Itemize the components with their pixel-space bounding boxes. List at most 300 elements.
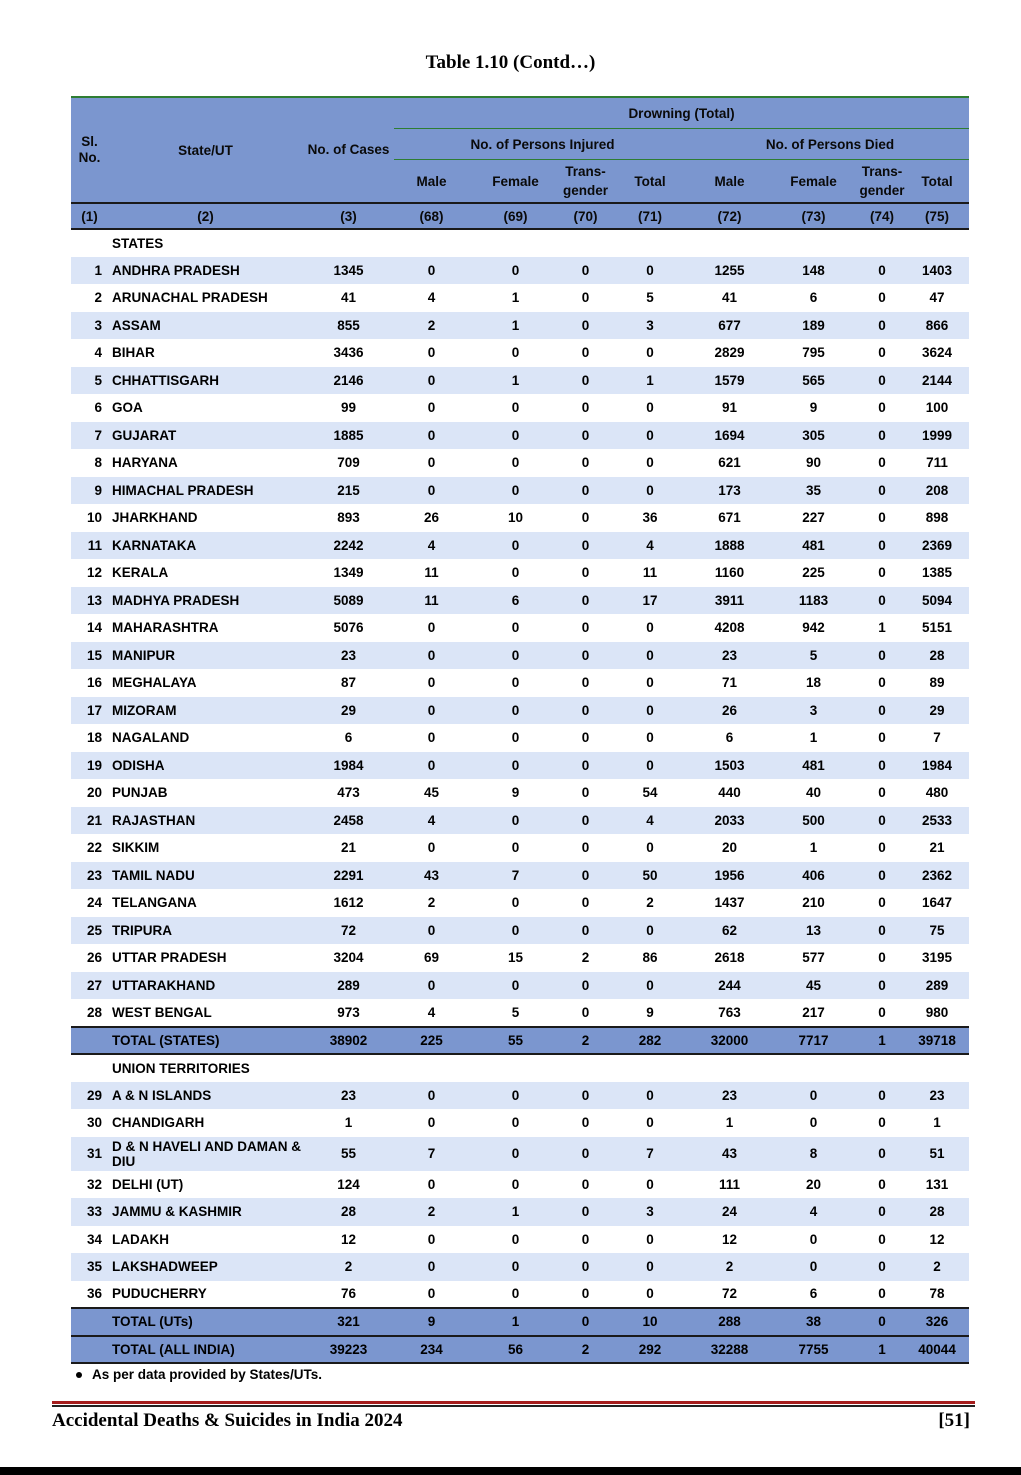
value-cell: 41 <box>303 284 394 312</box>
value-cell: 0 <box>859 394 905 422</box>
value-cell: 5094 <box>905 587 969 615</box>
grand-total-value: 234 <box>394 1336 469 1364</box>
value-cell: 0 <box>859 1137 905 1171</box>
value-cell: 0 <box>469 972 562 1000</box>
column-number: (1) <box>71 203 108 229</box>
header-died: No. of Persons Died <box>691 129 969 160</box>
value-cell: 0 <box>859 367 905 395</box>
value-cell: 7 <box>469 862 562 890</box>
value-cell: 0 <box>562 284 609 312</box>
sl-no-cell: 31 <box>71 1137 108 1171</box>
footnote <box>76 1367 322 1382</box>
value-cell: 0 <box>562 312 609 340</box>
value-cell: 1183 <box>768 587 859 615</box>
value-cell: 1160 <box>691 559 768 587</box>
value-cell: 0 <box>394 422 469 450</box>
grand-total-label: TOTAL (ALL INDIA) <box>108 1336 303 1364</box>
value-cell: 2242 <box>303 532 394 560</box>
state-name-cell: A & N ISLANDS <box>108 1082 303 1110</box>
value-cell: 225 <box>768 559 859 587</box>
table-row <box>71 917 969 945</box>
sl-no-cell: 32 <box>71 1171 108 1199</box>
value-cell: 0 <box>469 1253 562 1281</box>
grand-total-value: 56 <box>469 1336 562 1364</box>
value-cell: 2 <box>609 889 691 917</box>
value-cell: 215 <box>303 477 394 505</box>
total-value: 55 <box>469 1027 562 1055</box>
state-name-cell: MAHARASHTRA <box>108 614 303 642</box>
value-cell: 26 <box>394 504 469 532</box>
total-spacer <box>71 1027 108 1055</box>
value-cell: 473 <box>303 779 394 807</box>
value-cell: 500 <box>768 807 859 835</box>
value-cell: 29 <box>905 697 969 725</box>
table-row <box>71 1281 969 1309</box>
value-cell: 0 <box>469 1171 562 1199</box>
value-cell: 2 <box>905 1253 969 1281</box>
value-cell: 99 <box>303 394 394 422</box>
value-cell: 1 <box>469 312 562 340</box>
value-cell: 1956 <box>691 862 768 890</box>
header-sl: Sl. No. <box>71 97 108 203</box>
state-name-cell: D & N HAVELI AND DAMAN & DIU <box>108 1137 303 1171</box>
value-cell: 2 <box>303 1253 394 1281</box>
value-cell: 0 <box>469 339 562 367</box>
value-cell: 0 <box>859 449 905 477</box>
value-cell: 208 <box>905 477 969 505</box>
value-cell: 0 <box>859 339 905 367</box>
column-number: (73) <box>768 203 859 229</box>
table-title: Table 1.10 (Contd…) <box>425 52 596 73</box>
column-number: (3) <box>303 203 394 229</box>
header-group: Drowning (Total) <box>394 97 969 129</box>
value-cell: 5076 <box>303 614 394 642</box>
table-row <box>71 999 969 1027</box>
table-row <box>71 1171 969 1199</box>
sl-no-cell: 17 <box>71 697 108 725</box>
value-cell: 1 <box>469 284 562 312</box>
sl-no-cell: 33 <box>71 1198 108 1226</box>
value-cell: 0 <box>394 614 469 642</box>
value-cell: 0 <box>562 422 609 450</box>
value-cell: 0 <box>562 972 609 1000</box>
value-cell: 0 <box>394 257 469 285</box>
value-cell: 54 <box>609 779 691 807</box>
sl-no-cell: 12 <box>71 559 108 587</box>
value-cell: 0 <box>394 1226 469 1254</box>
sl-no-cell: 2 <box>71 284 108 312</box>
sl-no-cell: 22 <box>71 834 108 862</box>
value-cell: 0 <box>469 1281 562 1309</box>
value-cell: 0 <box>562 1082 609 1110</box>
sl-no-cell: 20 <box>71 779 108 807</box>
value-cell: 0 <box>609 614 691 642</box>
value-cell: 0 <box>562 559 609 587</box>
sl-no-cell: 14 <box>71 614 108 642</box>
value-cell: 2144 <box>905 367 969 395</box>
table-row <box>71 862 969 890</box>
value-cell: 21 <box>905 834 969 862</box>
value-cell: 45 <box>394 779 469 807</box>
value-cell: 6 <box>303 724 394 752</box>
value-cell: 1 <box>905 1109 969 1137</box>
value-cell: 0 <box>469 642 562 670</box>
value-cell: 0 <box>394 477 469 505</box>
total-value: 225 <box>394 1027 469 1055</box>
value-cell: 980 <box>905 999 969 1027</box>
value-cell: 11 <box>394 587 469 615</box>
value-cell: 1888 <box>691 532 768 560</box>
total-spacer <box>71 1308 108 1336</box>
value-cell: 0 <box>394 834 469 862</box>
value-cell: 0 <box>394 1109 469 1137</box>
table-row <box>71 1226 969 1254</box>
value-cell: 0 <box>768 1226 859 1254</box>
value-cell: 0 <box>394 1253 469 1281</box>
value-cell: 23 <box>303 642 394 670</box>
value-cell: 0 <box>469 477 562 505</box>
sl-no-cell: 29 <box>71 1082 108 1110</box>
value-cell: 0 <box>394 367 469 395</box>
value-cell: 20 <box>691 834 768 862</box>
value-cell: 0 <box>394 752 469 780</box>
value-cell: 289 <box>303 972 394 1000</box>
header-died-female: Female <box>768 160 859 204</box>
column-number: (71) <box>609 203 691 229</box>
value-cell: 0 <box>859 917 905 945</box>
value-cell: 0 <box>859 669 905 697</box>
value-cell: 0 <box>469 697 562 725</box>
table-row <box>71 394 969 422</box>
value-cell: 3195 <box>905 944 969 972</box>
section-label: STATES <box>108 229 969 257</box>
value-cell: 898 <box>905 504 969 532</box>
column-number: (68) <box>394 203 469 229</box>
state-name-cell: GUJARAT <box>108 422 303 450</box>
value-cell: 0 <box>469 917 562 945</box>
table-row <box>71 614 969 642</box>
value-cell: 0 <box>859 559 905 587</box>
value-cell: 1 <box>609 367 691 395</box>
section-header-row <box>71 229 969 257</box>
value-cell: 0 <box>469 1226 562 1254</box>
value-cell: 0 <box>859 1082 905 1110</box>
value-cell: 0 <box>562 642 609 670</box>
value-cell: 8 <box>768 1137 859 1171</box>
value-cell: 0 <box>469 422 562 450</box>
sl-no-cell: 10 <box>71 504 108 532</box>
value-cell: 1612 <box>303 889 394 917</box>
value-cell: 0 <box>609 834 691 862</box>
value-cell: 5089 <box>303 587 394 615</box>
value-cell: 0 <box>562 1226 609 1254</box>
total-value: 10 <box>609 1308 691 1336</box>
value-cell: 6 <box>768 1281 859 1309</box>
sl-no-cell: 24 <box>71 889 108 917</box>
value-cell: 0 <box>562 532 609 560</box>
table-body <box>71 229 969 1363</box>
value-cell: 124 <box>303 1171 394 1199</box>
state-name-cell: ASSAM <box>108 312 303 340</box>
value-cell: 0 <box>562 724 609 752</box>
state-name-cell: HIMACHAL PRADESH <box>108 477 303 505</box>
total-value: 0 <box>859 1308 905 1336</box>
header-state: State/UT <box>108 97 303 203</box>
value-cell: 1885 <box>303 422 394 450</box>
header-injured: No. of Persons Injured <box>394 129 691 160</box>
state-name-cell: MANIPUR <box>108 642 303 670</box>
value-cell: 621 <box>691 449 768 477</box>
sl-no-cell: 21 <box>71 807 108 835</box>
value-cell: 973 <box>303 999 394 1027</box>
header-injured-trans: Trans- gender <box>562 160 609 204</box>
value-cell: 45 <box>768 972 859 1000</box>
value-cell: 2146 <box>303 367 394 395</box>
value-cell: 2533 <box>905 807 969 835</box>
value-cell: 866 <box>905 312 969 340</box>
value-cell: 1647 <box>905 889 969 917</box>
value-cell: 480 <box>905 779 969 807</box>
state-name-cell: KARNATAKA <box>108 532 303 560</box>
state-name-cell: MEGHALAYA <box>108 669 303 697</box>
value-cell: 4 <box>768 1198 859 1226</box>
table-row <box>71 1137 969 1171</box>
value-cell: 0 <box>562 752 609 780</box>
value-cell: 0 <box>609 1082 691 1110</box>
value-cell: 893 <box>303 504 394 532</box>
value-cell: 855 <box>303 312 394 340</box>
sl-no-cell: 8 <box>71 449 108 477</box>
value-cell: 2 <box>394 1198 469 1226</box>
sl-no-cell: 1 <box>71 257 108 285</box>
value-cell: 711 <box>905 449 969 477</box>
section-header-row <box>71 1054 969 1082</box>
total-value: 326 <box>905 1308 969 1336</box>
value-cell: 0 <box>562 779 609 807</box>
value-cell: 4 <box>609 807 691 835</box>
value-cell: 0 <box>394 449 469 477</box>
value-cell: 0 <box>859 752 905 780</box>
drowning-table <box>71 96 969 1364</box>
total-row <box>71 1308 969 1336</box>
value-cell: 0 <box>768 1253 859 1281</box>
total-value: 32000 <box>691 1027 768 1055</box>
value-cell: 0 <box>394 1281 469 1309</box>
state-name-cell: RAJASTHAN <box>108 807 303 835</box>
total-value: 7717 <box>768 1027 859 1055</box>
table-row <box>71 422 969 450</box>
sl-no-cell: 7 <box>71 422 108 450</box>
table-row <box>71 752 969 780</box>
value-cell: 173 <box>691 477 768 505</box>
total-value: 282 <box>609 1027 691 1055</box>
value-cell: 0 <box>469 834 562 862</box>
value-cell: 148 <box>768 257 859 285</box>
value-cell: 0 <box>562 367 609 395</box>
value-cell: 0 <box>394 642 469 670</box>
value-cell: 0 <box>562 807 609 835</box>
value-cell: 0 <box>394 917 469 945</box>
value-cell: 0 <box>859 504 905 532</box>
column-number: (70) <box>562 203 609 229</box>
value-cell: 1694 <box>691 422 768 450</box>
total-value: 321 <box>303 1308 394 1336</box>
header-injured-total: Total <box>609 160 691 204</box>
value-cell: 43 <box>691 1137 768 1171</box>
value-cell: 41 <box>691 284 768 312</box>
total-value: 1 <box>469 1308 562 1336</box>
value-cell: 23 <box>691 1082 768 1110</box>
value-cell: 0 <box>469 559 562 587</box>
value-cell: 0 <box>609 1109 691 1137</box>
total-label: TOTAL (STATES) <box>108 1027 303 1055</box>
table-row <box>71 779 969 807</box>
value-cell: 2 <box>394 312 469 340</box>
value-cell: 43 <box>394 862 469 890</box>
value-cell: 0 <box>768 1109 859 1137</box>
value-cell: 7 <box>394 1137 469 1171</box>
sl-no-cell: 23 <box>71 862 108 890</box>
total-value: 2 <box>562 1027 609 1055</box>
value-cell: 1403 <box>905 257 969 285</box>
state-name-cell: HARYANA <box>108 449 303 477</box>
sl-no-cell: 16 <box>71 669 108 697</box>
value-cell: 0 <box>469 1082 562 1110</box>
value-cell: 2458 <box>303 807 394 835</box>
value-cell: 1255 <box>691 257 768 285</box>
value-cell: 13 <box>768 917 859 945</box>
value-cell: 78 <box>905 1281 969 1309</box>
value-cell: 36 <box>609 504 691 532</box>
value-cell: 0 <box>609 669 691 697</box>
table-row <box>71 724 969 752</box>
value-cell: 0 <box>469 257 562 285</box>
value-cell: 55 <box>303 1137 394 1171</box>
value-cell: 440 <box>691 779 768 807</box>
value-cell: 244 <box>691 972 768 1000</box>
value-cell: 0 <box>469 532 562 560</box>
value-cell: 1503 <box>691 752 768 780</box>
value-cell: 0 <box>609 752 691 780</box>
value-cell: 2618 <box>691 944 768 972</box>
value-cell: 795 <box>768 339 859 367</box>
sl-no-cell: 11 <box>71 532 108 560</box>
value-cell: 3436 <box>303 339 394 367</box>
value-cell: 0 <box>609 394 691 422</box>
column-number: (74) <box>859 203 905 229</box>
value-cell: 0 <box>859 532 905 560</box>
table-row <box>71 1253 969 1281</box>
sl-no-cell: 27 <box>71 972 108 1000</box>
sl-no-cell: 28 <box>71 999 108 1027</box>
value-cell: 0 <box>562 587 609 615</box>
footer-rule-red <box>52 1401 975 1404</box>
value-cell: 2033 <box>691 807 768 835</box>
sl-no-cell: 26 <box>71 944 108 972</box>
value-cell: 0 <box>609 339 691 367</box>
value-cell: 0 <box>469 889 562 917</box>
value-cell: 1 <box>768 834 859 862</box>
sl-no-cell: 18 <box>71 724 108 752</box>
value-cell: 227 <box>768 504 859 532</box>
value-cell: 0 <box>394 669 469 697</box>
value-cell: 0 <box>609 1281 691 1309</box>
value-cell: 28 <box>905 1198 969 1226</box>
state-name-cell: MIZORAM <box>108 697 303 725</box>
value-cell: 0 <box>859 1109 905 1137</box>
value-cell: 2362 <box>905 862 969 890</box>
value-cell: 0 <box>859 807 905 835</box>
header-cases: No. of Cases <box>303 97 394 203</box>
value-cell: 565 <box>768 367 859 395</box>
table-row <box>71 504 969 532</box>
state-name-cell: GOA <box>108 394 303 422</box>
value-cell: 0 <box>859 889 905 917</box>
value-cell: 1 <box>691 1109 768 1137</box>
value-cell: 0 <box>469 752 562 780</box>
value-cell: 24 <box>691 1198 768 1226</box>
header-died-trans: Trans- gender <box>859 160 905 204</box>
state-name-cell: ARUNACHAL PRADESH <box>108 284 303 312</box>
value-cell: 4 <box>394 284 469 312</box>
value-cell: 0 <box>768 1082 859 1110</box>
value-cell: 0 <box>609 972 691 1000</box>
state-name-cell: CHHATTISGARH <box>108 367 303 395</box>
value-cell: 12 <box>303 1226 394 1254</box>
value-cell: 40 <box>768 779 859 807</box>
total-value: 39718 <box>905 1027 969 1055</box>
grand-total-value: 32288 <box>691 1336 768 1364</box>
value-cell: 0 <box>562 449 609 477</box>
value-cell: 0 <box>562 917 609 945</box>
bullet-icon <box>76 1372 82 1378</box>
total-value: 0 <box>562 1308 609 1336</box>
column-number: (69) <box>469 203 562 229</box>
state-name-cell: PUNJAB <box>108 779 303 807</box>
value-cell: 481 <box>768 752 859 780</box>
value-cell: 677 <box>691 312 768 340</box>
value-cell: 69 <box>394 944 469 972</box>
value-cell: 5 <box>609 284 691 312</box>
value-cell: 0 <box>469 1137 562 1171</box>
value-cell: 47 <box>905 284 969 312</box>
value-cell: 6 <box>691 724 768 752</box>
grand-total-value: 1 <box>859 1336 905 1364</box>
value-cell: 0 <box>609 642 691 670</box>
value-cell: 0 <box>562 999 609 1027</box>
table-row <box>71 587 969 615</box>
value-cell: 3624 <box>905 339 969 367</box>
state-name-cell: CHANDIGARH <box>108 1109 303 1137</box>
value-cell: 29 <box>303 697 394 725</box>
value-cell: 1 <box>859 614 905 642</box>
value-cell: 7 <box>609 1137 691 1171</box>
value-cell: 0 <box>859 999 905 1027</box>
table-row <box>71 889 969 917</box>
state-name-cell: NAGALAND <box>108 724 303 752</box>
section-label: UNION TERRITORIES <box>108 1054 969 1082</box>
table-row <box>71 477 969 505</box>
table-row <box>71 312 969 340</box>
state-name-cell: JAMMU & KASHMIR <box>108 1198 303 1226</box>
total-value: 38 <box>768 1308 859 1336</box>
value-cell: 0 <box>609 1226 691 1254</box>
total-row <box>71 1027 969 1055</box>
value-cell: 26 <box>691 697 768 725</box>
value-cell: 0 <box>859 1253 905 1281</box>
sl-no-cell: 35 <box>71 1253 108 1281</box>
value-cell: 0 <box>609 477 691 505</box>
